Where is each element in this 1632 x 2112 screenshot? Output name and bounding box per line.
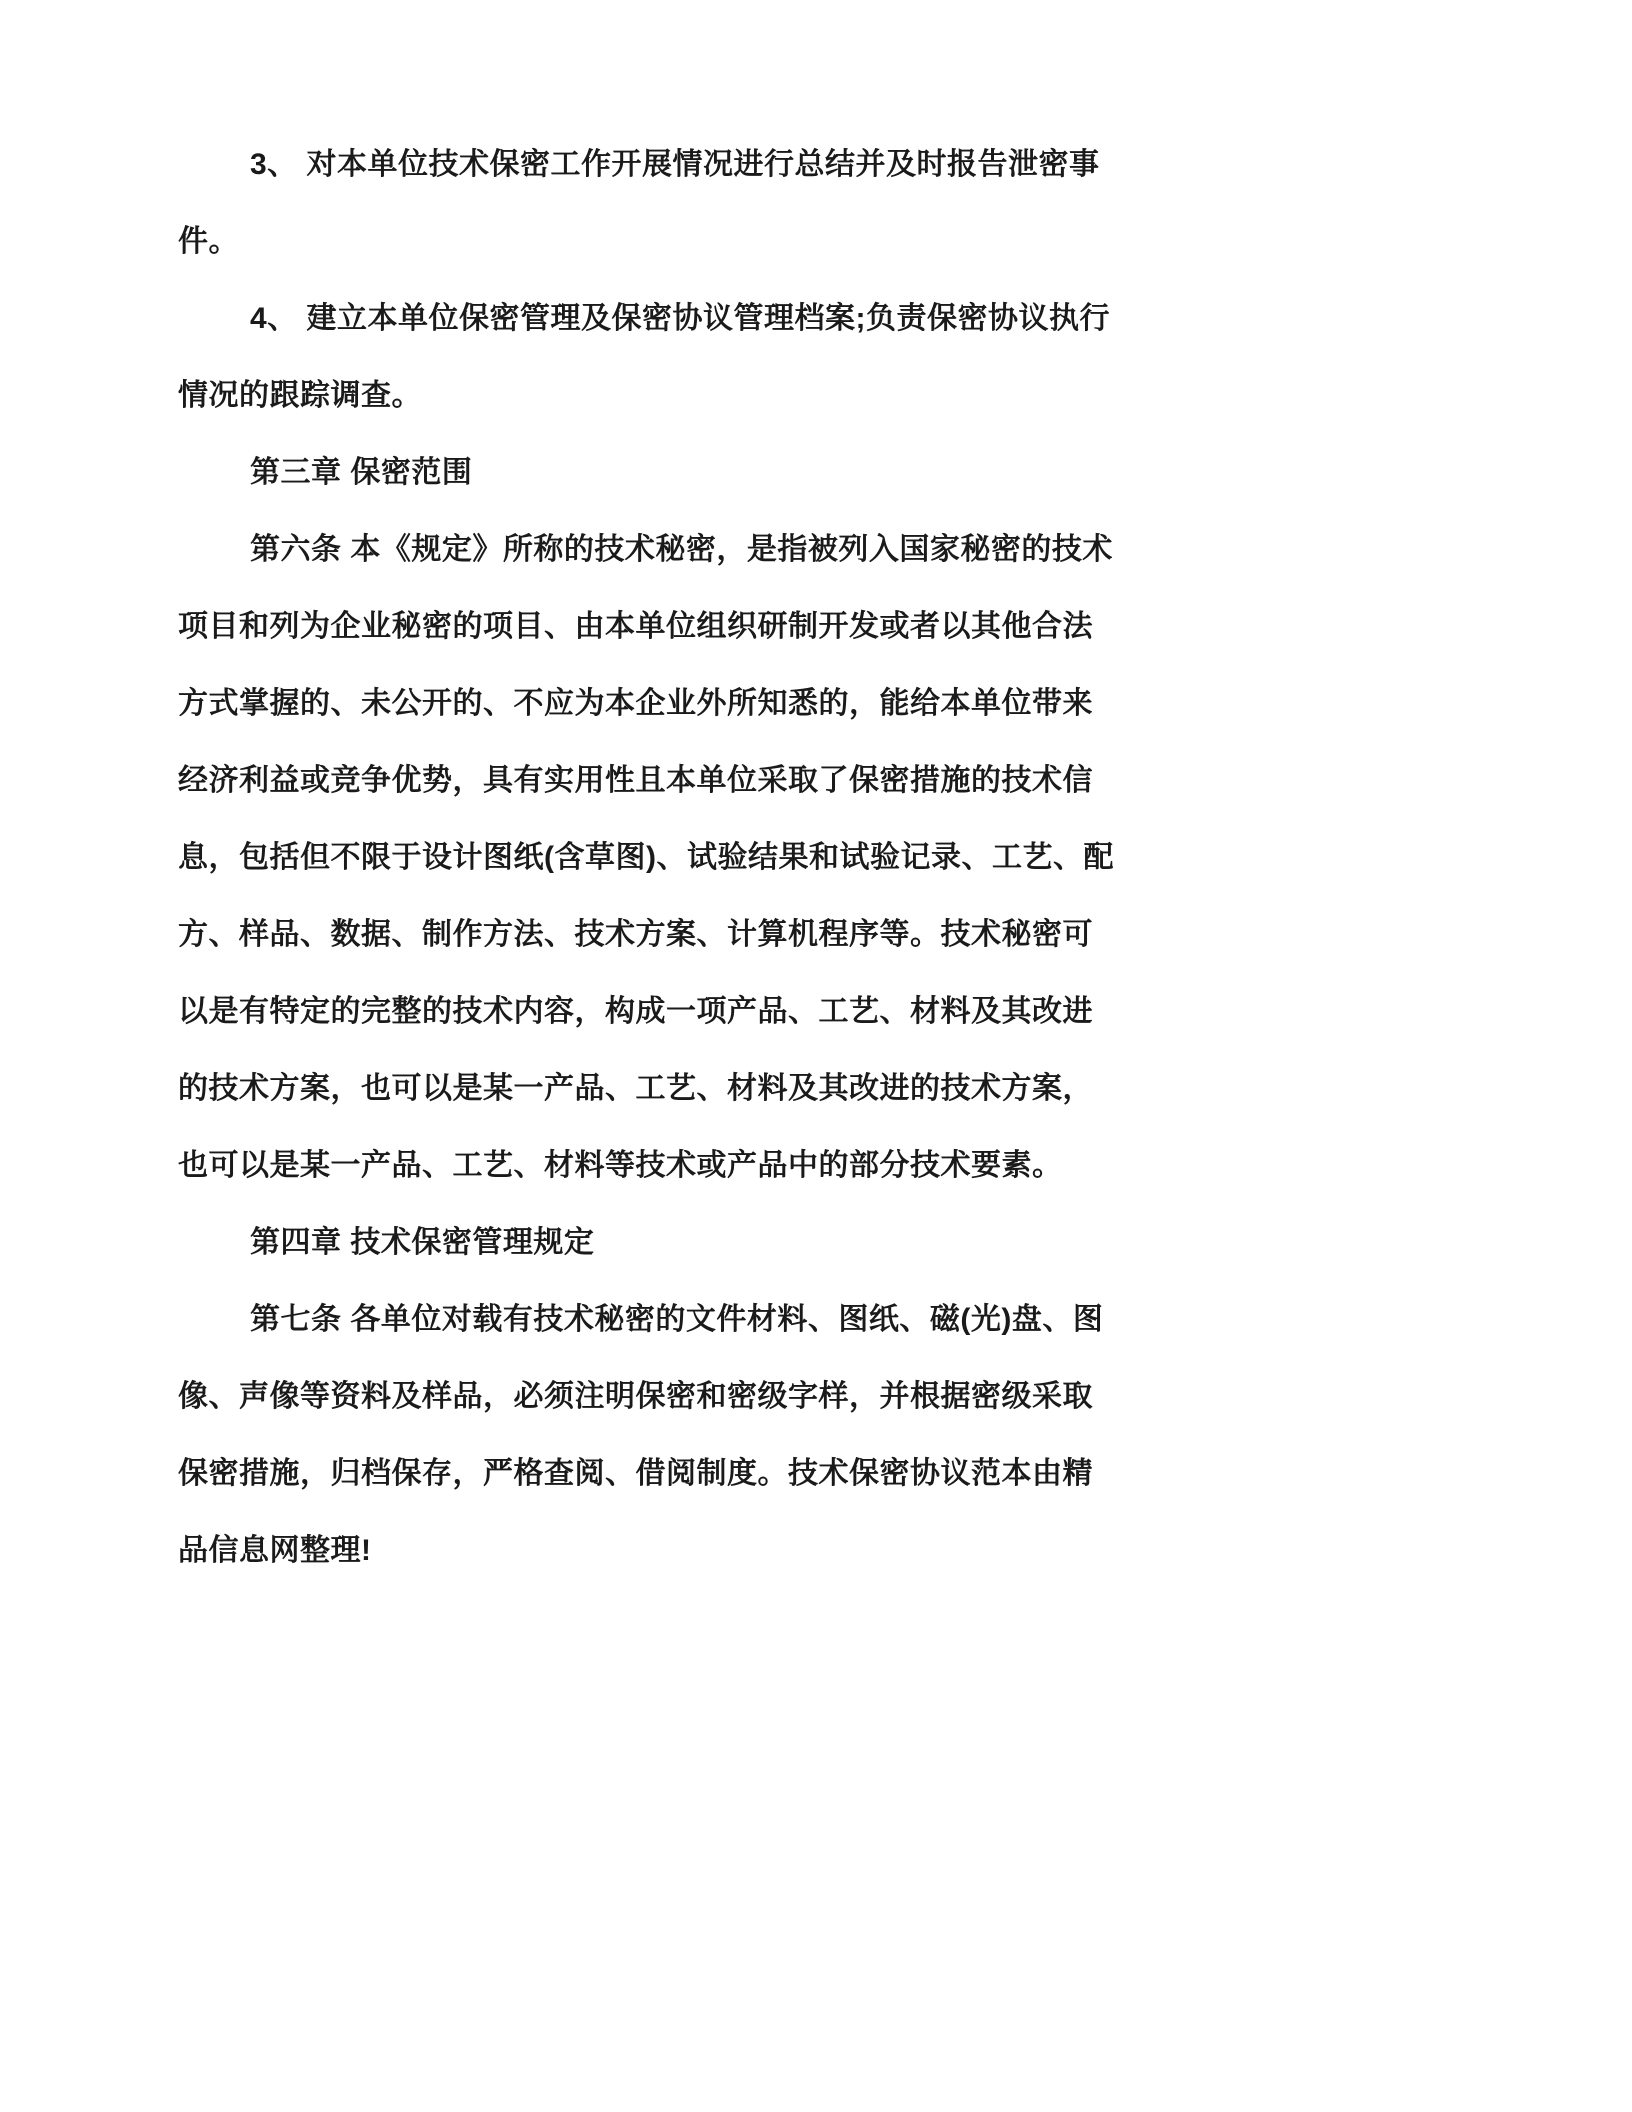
- text-line: 第三章 保密范围: [250, 456, 473, 489]
- text-line: 第六条 本《规定》所称的技术秘密，是指被列入国家秘密的技术: [250, 533, 1113, 566]
- text-line: 情况的跟踪调查。: [178, 379, 422, 412]
- text-line: 经济利益或竞争优势，具有实用性且本单位采取了保密措施的技术信: [178, 764, 1093, 797]
- text-line: 方、样品、数据、制作方法、技术方案、计算机程序等。技术秘密可: [178, 918, 1093, 951]
- text-line: 方式掌握的、未公开的、不应为本企业外所知悉的，能给本单位带来: [178, 687, 1093, 720]
- text-line: 像、声像等资料及样品，必须注明保密和密级字样，并根据密级采取: [178, 1380, 1093, 1413]
- text-line: 品信息网整理!: [178, 1534, 372, 1567]
- text-line: 息，包括但不限于设计图纸(含草图)、试验结果和试验记录、工艺、配: [178, 841, 1114, 874]
- text-line: 第七条 各单位对载有技术秘密的文件材料、图纸、磁(光)盘、图: [250, 1303, 1104, 1336]
- text-line: 的技术方案，也可以是某一产品、工艺、材料及其改进的技术方案，: [178, 1072, 1093, 1105]
- paragraph: [178, 280, 1111, 434]
- document-content: [178, 126, 1114, 1589]
- paragraph: [178, 511, 1114, 1204]
- text-line: 3、 对本单位技术保密工作开展情况进行总结并及时报告泄密事: [250, 148, 1100, 181]
- paragraph: [178, 126, 1100, 280]
- text-line: 件。: [178, 225, 239, 258]
- section-heading: [178, 434, 1078, 511]
- text-line: 也可以是某一产品、工艺、材料等技术或产品中的部分技术要素。: [178, 1149, 1063, 1182]
- text-line: 第四章 技术保密管理规定: [250, 1226, 595, 1259]
- text-line: 项目和列为企业秘密的项目、由本单位组织研制开发或者以其他合法: [178, 610, 1093, 643]
- text-line: 以是有特定的完整的技术内容，构成一项产品、工艺、材料及其改进: [178, 995, 1093, 1028]
- text-line: 保密措施，归档保存，严格查阅、借阅制度。技术保密协议范本由精: [178, 1457, 1093, 1490]
- text-line: 4、 建立本单位保密管理及保密协议管理档案;负责保密协议执行: [250, 302, 1111, 335]
- paragraph: [178, 1281, 1104, 1589]
- section-heading: [178, 1204, 1078, 1281]
